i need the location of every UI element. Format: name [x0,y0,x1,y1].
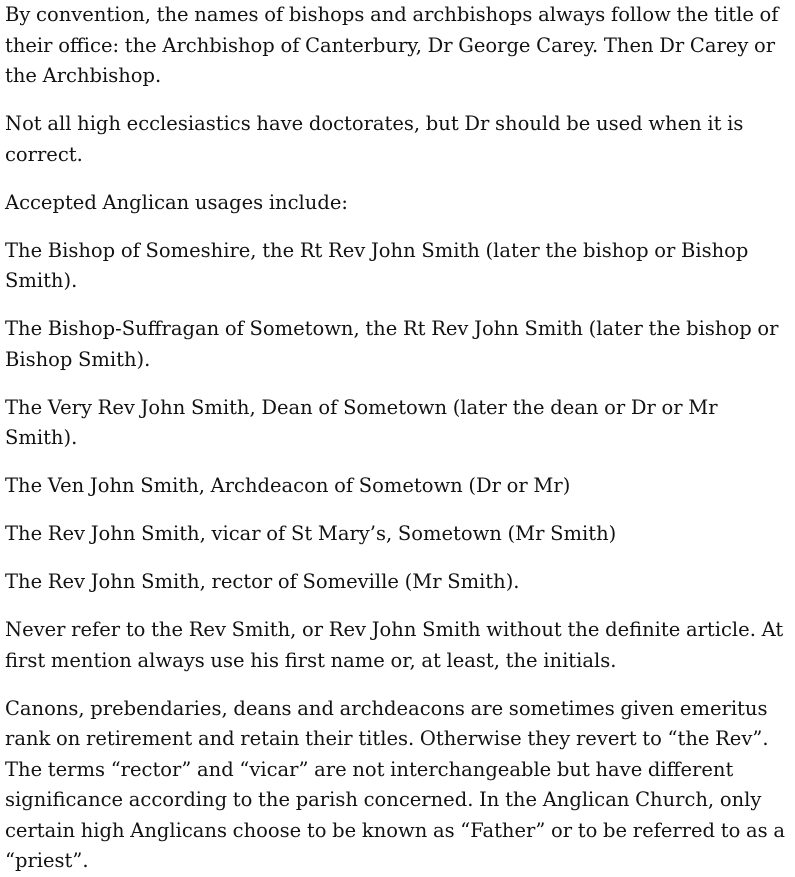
paragraph-bishop-suffragan: The Bishop-Suffragan of Sometown, the Rt Rev John Smith (later the bishop or Bishop Smith). [5,317,779,371]
paragraph-convention: By convention, the names of bishops and archbishops always follow the title of their office: the Archbishop of Canterbury, Dr George Carey. Then Dr Carey or the Archbishop. [5,3,779,87]
paragraph-definite-article: Never refer to the Rev Smith, or Rev John Smith without the definite article. At first mention always use his first name or, at least, the initials. [5,618,784,672]
paragraph-emeritus: Canons, prebendaries, deans and archdeacons are sometimes given emeritus rank on retirement and retain their titles. Otherwise they revert to “the Rev”. The terms “rector” and “vicar” are not interchangeable but have different significance according to the parish concerned. In the Anglican Church, only certain high Anglicans choose to be known as “Father” or to be referred to as a “priest”. [5,696,785,872]
paragraph-vicar: The Rev John Smith, vicar of St Mary’s, Sometown (Mr Smith) [5,522,617,545]
paragraph-usages-intro: Accepted Anglican usages include: [5,190,348,214]
paragraph-archdeacon: The Ven John Smith, Archdeacon of Sometown (Dr or Mr) [5,474,571,497]
paragraph-doctorates: Not all high ecclesiastics have doctorates, but Dr should be used when it is correct. [5,112,744,166]
paragraph-rector: The Rev John Smith, rector of Someville (Mr Smith). [5,570,520,593]
paragraph-dean: The Very Rev John Smith, Dean of Sometown (later the dean or Dr or Mr Smith). [5,395,718,449]
paragraph-bishop: The Bishop of Someshire, the Rt Rev John Smith (later the bishop or Bishop Smith). [5,238,749,292]
